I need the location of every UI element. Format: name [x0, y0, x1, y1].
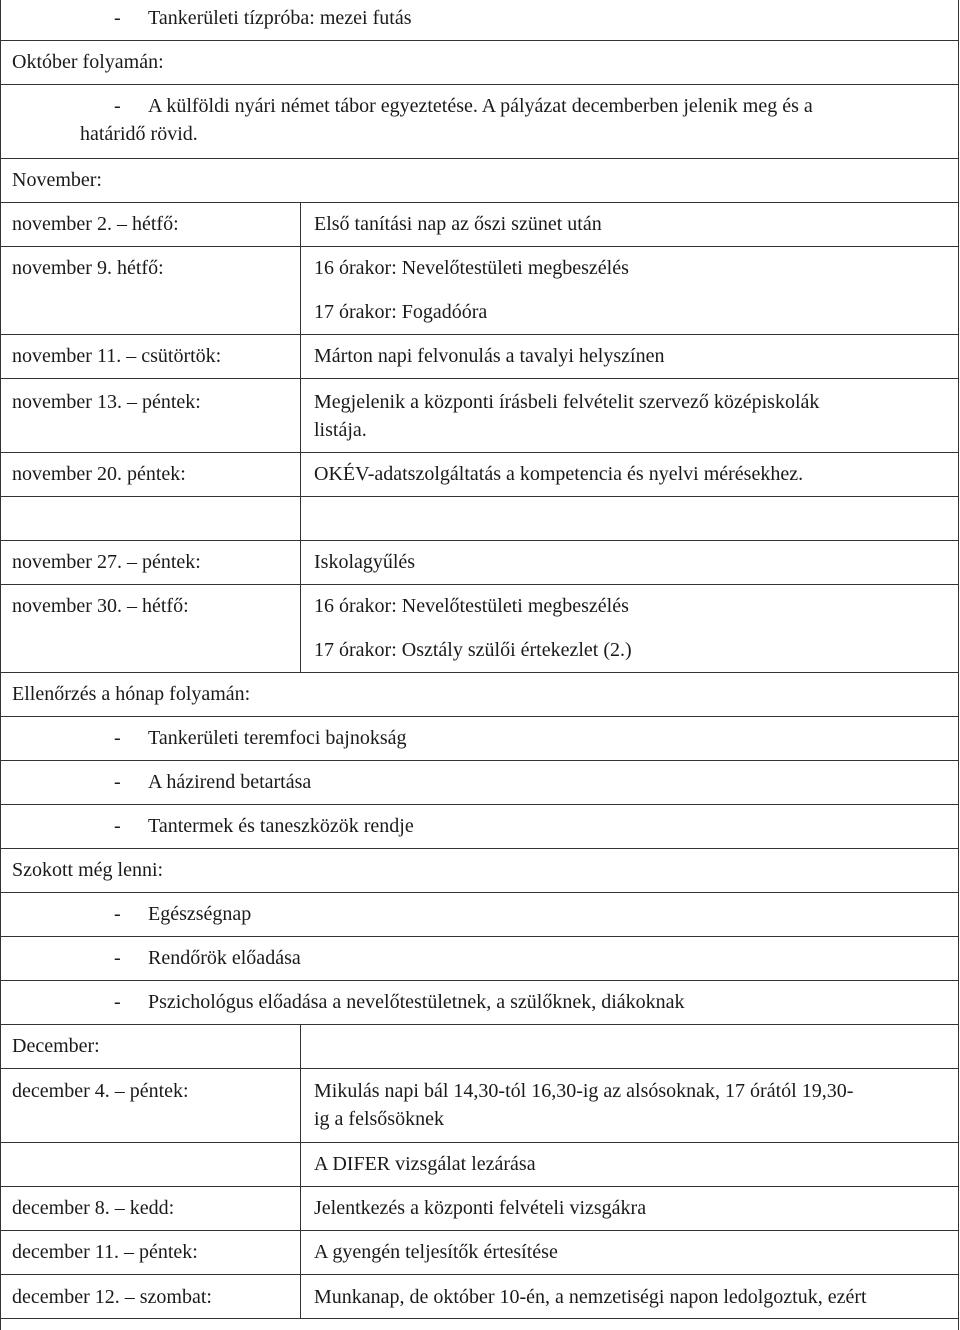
list-item: Tankerületi tízpróba: mezei futás [148, 7, 412, 29]
row-date: november 13. – péntek: [12, 391, 201, 413]
row-date: december 12. – szombat: [12, 1286, 212, 1308]
section-heading-october: Október folyamán: [12, 51, 164, 73]
row-date: november 30. – hétfő: [12, 595, 189, 617]
list-dash: - [114, 991, 121, 1013]
row-event: 17 órakor: Fogadóóra [314, 301, 488, 323]
row-date: december 8. – kedd: [12, 1197, 175, 1219]
row-divider [0, 584, 958, 585]
column-divider [300, 1024, 301, 1318]
section-heading-december: December: [12, 1035, 100, 1057]
row-event-continuation: listája. [314, 419, 367, 441]
row-divider [0, 980, 958, 981]
row-event: Márton napi felvonulás a tavalyi helyszínen [314, 345, 665, 367]
table-border-left [0, 0, 1, 1330]
list-dash: - [114, 727, 121, 749]
row-divider [0, 84, 958, 85]
list-dash: - [114, 947, 121, 969]
section-heading-november: November: [12, 169, 102, 191]
list-item: Tantermek és taneszközök rendje [148, 815, 414, 837]
row-event-continuation: ig a felsősöknek [314, 1108, 444, 1130]
row-divider [0, 760, 958, 761]
row-date: november 9. hétfő: [12, 257, 164, 279]
list-item: Tankerületi teremfoci bajnokság [148, 727, 407, 749]
row-date: december 4. – péntek: [12, 1080, 189, 1102]
row-event: A gyengén teljesítők értesítése [314, 1241, 558, 1263]
list-dash: - [114, 771, 121, 793]
row-divider [0, 202, 958, 203]
table-border-right [958, 0, 959, 1330]
row-event: 17 órakor: Osztály szülői értekezlet (2.) [314, 639, 632, 661]
row-date: november 11. – csütörtök: [12, 345, 222, 367]
row-divider [0, 496, 958, 497]
row-divider [0, 1186, 958, 1187]
row-event: A DIFER vizsgálat lezárása [314, 1153, 536, 1175]
list-item: Egészségnap [148, 903, 252, 925]
row-divider [0, 1024, 958, 1025]
row-divider [0, 716, 958, 717]
column-divider [300, 202, 301, 672]
row-date: november 2. – hétfő: [12, 213, 179, 235]
list-dash: - [114, 815, 121, 837]
row-event: Megjelenik a központi írásbeli felvételit szervező középiskolák [314, 391, 820, 413]
row-divider [0, 378, 958, 379]
list-dash: - [114, 95, 121, 117]
row-divider [0, 892, 958, 893]
row-event: Jelentkezés a központi felvételi vizsgákra [314, 1197, 647, 1219]
section-heading-usual: Szokott még lenni: [12, 859, 164, 881]
row-event: Iskolagyűlés [314, 551, 416, 573]
row-divider [0, 848, 958, 849]
row-date: november 20. péntek: [12, 463, 186, 485]
row-event: Mikulás napi bál 14,30-tól 16,30-ig az alsósoknak, 17 órától 19,30- [314, 1080, 854, 1102]
row-divider [0, 1142, 958, 1143]
list-dash: - [114, 903, 121, 925]
row-divider [0, 40, 958, 41]
list-item: A házirend betartása [148, 771, 312, 793]
row-divider [0, 334, 958, 335]
list-item: Pszichológus előadása a nevelőtestületnek, a szülőknek, diákoknak [148, 991, 685, 1013]
row-divider [0, 246, 958, 247]
row-event: 16 órakor: Nevelőtestületi megbeszélés [314, 257, 629, 279]
list-dash: - [114, 7, 121, 29]
row-date: december 11. – péntek: [12, 1241, 198, 1263]
row-divider [0, 540, 958, 541]
section-heading-control: Ellenőrzés a hónap folyamán: [12, 683, 251, 705]
list-item: Rendőrök előadása [148, 947, 301, 969]
row-divider [0, 452, 958, 453]
row-event: OKÉV-adatszolgáltatás a kompetencia és nyelvi mérésekhez. [314, 463, 804, 485]
row-divider [0, 158, 958, 159]
list-item-continuation: határidő rövid. [80, 123, 198, 145]
row-event: 16 órakor: Nevelőtestületi megbeszélés [314, 595, 629, 617]
row-divider [0, 1274, 958, 1275]
row-event: Munkanap, de október 10-én, a nemzetiségi napon ledolgoztuk, ezért [314, 1286, 867, 1308]
row-divider [0, 672, 958, 673]
row-divider [0, 1068, 958, 1069]
list-item: A külföldi nyári német tábor egyeztetése. A pályázat decemberben jelenik meg és a [148, 95, 813, 117]
row-divider [0, 1318, 958, 1319]
row-date: november 27. – péntek: [12, 551, 201, 573]
row-divider [0, 804, 958, 805]
row-divider [0, 936, 958, 937]
row-divider [0, 1230, 958, 1231]
row-event: Első tanítási nap az őszi szünet után [314, 213, 602, 235]
